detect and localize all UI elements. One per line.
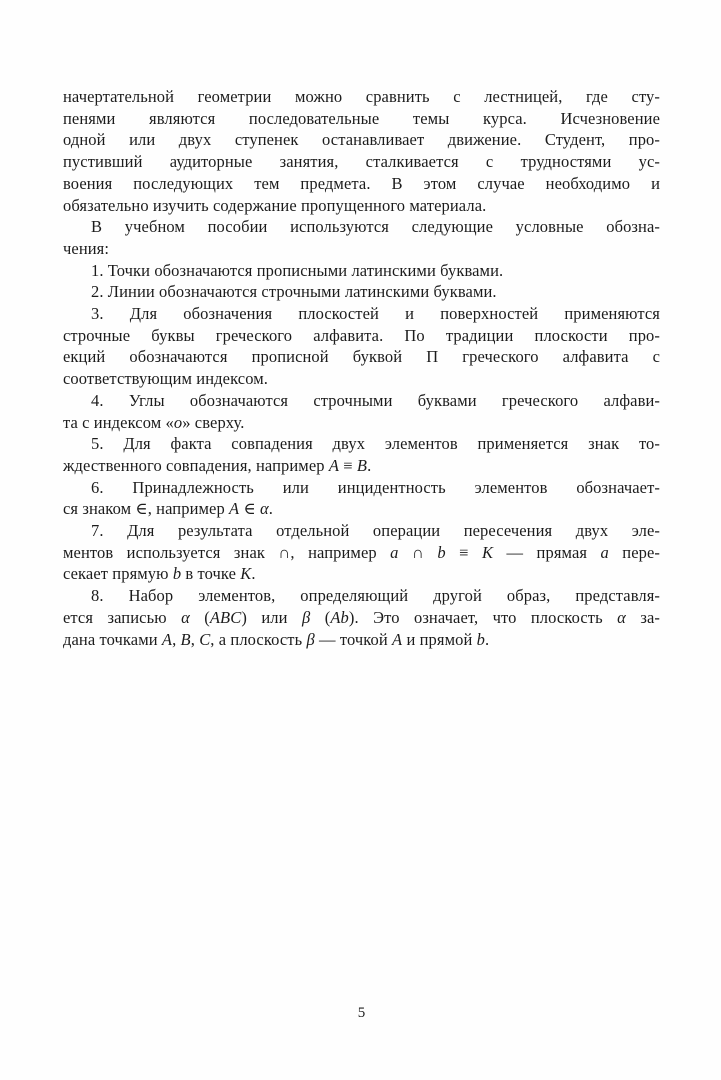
math-variable: C <box>199 629 211 649</box>
text-line: пенями являются последовательные темы курса. Исчезновение <box>63 108 660 128</box>
math-variable: α <box>181 607 190 627</box>
paragraph <box>63 390 660 433</box>
paragraph <box>63 433 660 476</box>
math-variable: B <box>356 455 368 475</box>
text-line: та с индексом «о» сверху. <box>63 412 245 432</box>
paragraph <box>63 520 660 585</box>
text-line: 1. Точки обозначаются прописными латинскими буквами. <box>91 260 504 280</box>
math-variable: α <box>617 607 626 627</box>
math-variable: ABC <box>209 607 242 627</box>
page-number: 5 <box>357 1005 366 1021</box>
paragraph <box>63 477 660 520</box>
text-line: 8. Набор элементов, определяющий другой образ, представля- <box>91 586 660 606</box>
text-line: 5. Для факта совпадения двух элементов применяется знак то- <box>91 434 660 454</box>
text-line: воения последующих тем предмета. В этом случае необходимо и <box>63 173 660 193</box>
math-variable: A <box>161 629 173 649</box>
text-line: 6. Принадлежность или инцидентность элементов обозначает- <box>91 477 660 497</box>
text-line: соответствующим индексом. <box>63 369 268 389</box>
text-line: строчные буквы греческого алфавита. По традиции плоскости про- <box>63 325 660 345</box>
text-line: 2. Линии обозначаются строчными латинскими буквами. <box>91 282 497 302</box>
math-variable: о <box>173 412 183 432</box>
paragraph <box>63 281 660 303</box>
math-variable: β <box>306 629 315 649</box>
text-line: дана точками A, B, C, а плоскость β — точкой A и прямой b. <box>63 629 490 649</box>
text-line: секает прямую b в точке K. <box>63 564 256 584</box>
text-line: 4. Углы обозначаются строчными буквами греческого алфави- <box>91 390 660 410</box>
text-line: ментов используется знак ∩, например a ∩ b ≡ K — прямая a пере- <box>63 542 661 562</box>
math-variable: K <box>240 564 252 584</box>
paragraph <box>63 260 660 282</box>
text-line: ется записью α (ABC) или β (Ab). Это означает, что плоскость α за- <box>63 607 660 627</box>
paragraph <box>63 86 660 216</box>
text-line: ся знаком ∈, например A ∈ α. <box>63 499 273 519</box>
paragraph <box>63 585 660 650</box>
math-variable: a <box>390 542 399 562</box>
text-line: пустивший аудиторные занятия, сталкивается с трудностями ус- <box>63 152 660 172</box>
text-line: 3. Для обозначения плоскостей и поверхностей применяются <box>91 304 660 324</box>
math-variable: α <box>260 499 269 519</box>
math-variable: a <box>600 542 609 562</box>
text-line: начертательной геометрии можно сравнить с лестницей, где сту- <box>63 87 660 106</box>
math-variable: β <box>301 607 311 627</box>
body-text <box>63 86 660 650</box>
paragraph <box>63 216 660 259</box>
text-line: 7. Для результата отдельной операции пересечения двух эле- <box>91 521 660 541</box>
math-variable: B <box>180 629 191 649</box>
math-variable: b <box>437 542 446 562</box>
paragraph <box>63 303 660 390</box>
text-line: ждественного совпадения, например A ≡ B. <box>63 455 372 475</box>
math-variable: A <box>229 499 240 519</box>
math-variable: A <box>328 455 340 475</box>
text-line: екций обозначаются прописной буквой П греческого алфавита с <box>63 347 660 367</box>
math-variable: K <box>482 542 494 562</box>
math-variable: Ab <box>330 607 349 627</box>
text-line: В учебном пособии используются следующие условные обозна- <box>91 217 660 237</box>
math-variable: A <box>392 629 403 649</box>
text-line: обязательно изучить содержание пропущенного материала. <box>63 195 487 215</box>
math-variable: b <box>476 629 485 649</box>
math-variable: b <box>172 564 182 584</box>
text-line: чения: <box>63 238 110 258</box>
text-line: одной или двух ступенек останавливает движение. Студент, про- <box>63 130 660 150</box>
